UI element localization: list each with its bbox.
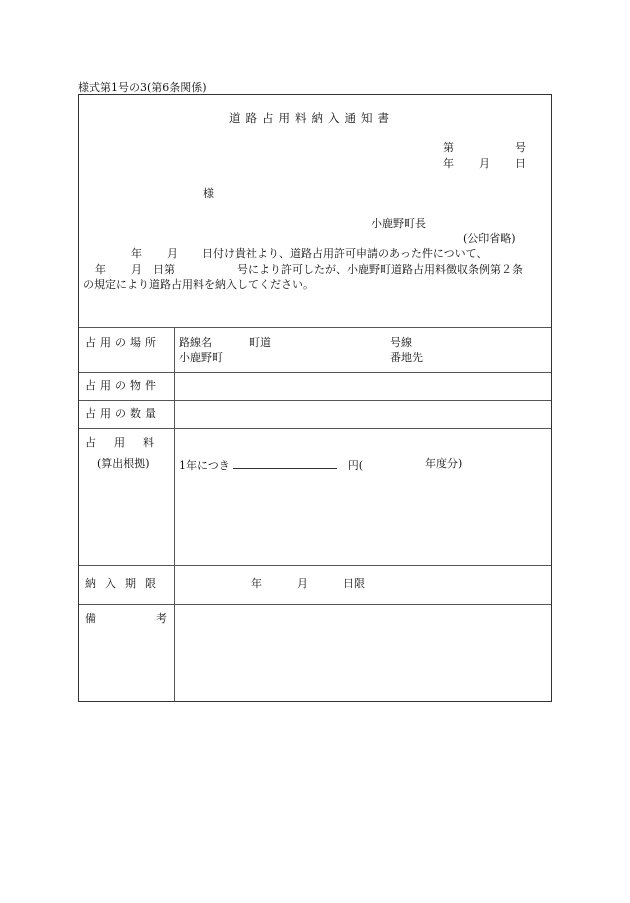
fiscal-year-label: 年度分) [425, 457, 463, 470]
date-year: 年 [443, 157, 454, 170]
yen-label: 円( [347, 459, 364, 472]
road-type: 町道 [249, 336, 271, 349]
date-day: 日 [515, 157, 526, 170]
deadline-day: 日限 [343, 577, 365, 590]
row-rule [79, 428, 551, 429]
town-name: 小鹿野町 [179, 351, 223, 364]
fee-basis [179, 457, 363, 473]
body-line2-month: 月 [131, 263, 142, 276]
form-label: 様式第1号の3(第6条関係) [78, 81, 207, 94]
addressee-suffix: 様 [203, 187, 214, 200]
table-top-rule [79, 327, 551, 328]
route-suffix: 号線 [390, 336, 412, 349]
body-line1-month: 月 [167, 247, 178, 260]
fee-label: 占用料 [85, 436, 172, 449]
body-line2-day-no: 日第 [153, 263, 175, 276]
row-rule [79, 400, 551, 401]
fee-sublabel: (算出根拠) [97, 457, 150, 470]
per-year-label: 1年につき [179, 459, 230, 472]
row-rule [79, 604, 551, 605]
deadline-month: 月 [297, 577, 308, 590]
body-line1-text: 日付け貴社より、道路占用許可申請のあった件について、 [202, 247, 488, 260]
route-label: 路線名 [179, 336, 212, 349]
address-suffix: 番地先 [390, 351, 423, 364]
remarks-label: 備考 [85, 612, 227, 625]
date-month: 月 [479, 157, 490, 170]
issuer: 小鹿野町長 [371, 217, 426, 230]
object-label: 占用の物件 [85, 379, 160, 392]
number-suffix: 号 [515, 141, 526, 154]
body-line3: の規定により道路占用料を納入してください。 [83, 278, 314, 291]
amount-blank [233, 457, 337, 469]
body-line1-year: 年 [131, 247, 142, 260]
number-prefix: 第 [443, 141, 454, 154]
row-rule [79, 372, 551, 373]
row-rule [79, 565, 551, 566]
table-label-divider [174, 327, 175, 701]
deadline-year: 年 [251, 577, 262, 590]
deadline-label: 納入期限 [85, 577, 165, 590]
seal-note: (公印省略) [463, 232, 516, 245]
notice-frame [78, 94, 552, 702]
location-label: 占用の場所 [85, 336, 160, 349]
body-line2-year: 年 [95, 263, 106, 276]
document-title: 道路占用料納入通知書 [229, 111, 394, 125]
quantity-label: 占用の数量 [85, 407, 160, 420]
body-line2-text: 号により許可したが、小鹿野町道路占用料徴収条例第２条 [237, 263, 523, 276]
